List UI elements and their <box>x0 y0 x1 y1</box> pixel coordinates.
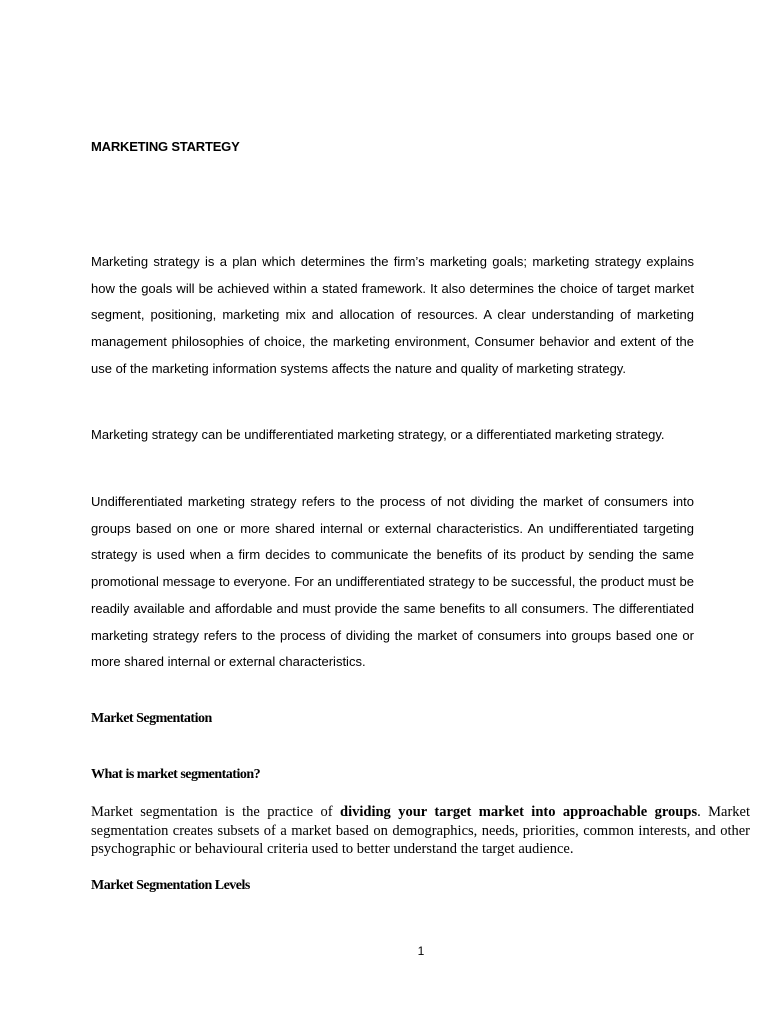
segmentation-text-bold: dividing your target market into approachable groups <box>340 804 698 820</box>
document-title: MARKETING STARTEGY <box>91 139 240 154</box>
segmentation-text-before: Market segmentation is the practice of <box>91 804 341 820</box>
segmentation-text-after: . Market segmentation creates subsets of a market based on demographics, needs, priorities, common interests, and other psychographic or behavioural criteria used to better understand the target audience. <box>91 804 751 857</box>
page-number: 1 <box>417 944 425 958</box>
paragraph-undifferentiated-strategy: Undifferentiated marketing strategy refers to the process of not dividing the market of consumers into groups based on one or more shared internal or external characteristics. An undifferentiated targeting strategy is used when a firm decides to communicate the benefits of its product by sending the same promotional message to everyone. For an undifferentiated strategy to be successful, the product must be readily available and affordable and must provide the same benefits to all consumers. The differentiated marketing strategy refers to the process of dividing the market of consumers into groups based one or more shared internal or external characteristics. <box>91 494 694 670</box>
section-heading-market-segmentation: Market Segmentation <box>91 711 212 726</box>
paragraph-market-segmentation <box>91 803 750 859</box>
paragraph-marketing-strategy-definition: Marketing strategy is a plan which determines the firm’s marketing goals; marketing strategy explains how the goals will be achieved within a stated framework. It also determines the choice of target market segment, positioning, marketing mix and allocation of resources. A clear understanding of marketing management philosophies of choice, the marketing environment, Consumer behavior and extent of the use of the marketing information systems affects the nature and quality of marketing strategy. <box>91 254 694 376</box>
paragraph-strategy-types: Marketing strategy can be undifferentiated marketing strategy, or a differentiated marketing strategy. <box>91 427 665 442</box>
question-heading: What is market segmentation? <box>91 767 261 782</box>
section-heading-segmentation-levels: Market Segmentation Levels <box>91 878 250 893</box>
